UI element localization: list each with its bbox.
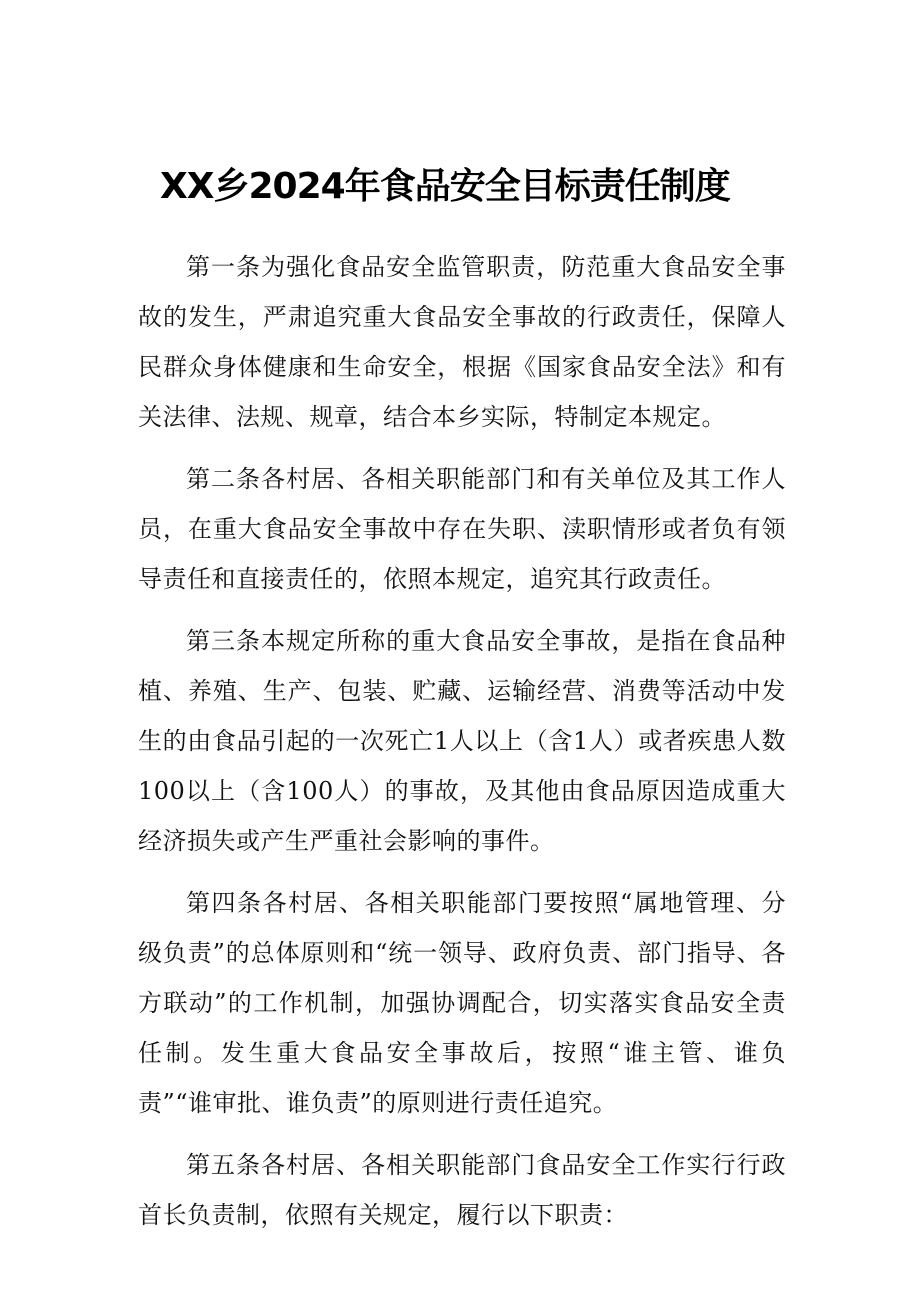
article-5-paragraph: 第五条各村居、各相关职能部门食品安全工作实行行政首长负责制，依照有关规定，履行以下职责： bbox=[138, 1151, 786, 1229]
document-body bbox=[138, 242, 786, 1240]
article-4-paragraph: 第四条各村居、各相关职能部门要按照“属地管理、分级负责”的总体原则和“统一领导、政府负责、部门指导、各方联动”的工作机制，加强协调配合，切实落实食品安全责任制。发生重大食品安全事故后，按照“谁主管、谁负责”“谁审批、谁负责”的原则进行责任追究。 bbox=[138, 889, 786, 1117]
article-1-paragraph: 第一条为强化食品安全监管职责，防范重大食品安全事故的发生，严肃追究重大食品安全事故的行政责任，保障人民群众身体健康和生命安全，根据《国家食品安全法》和有关法律、法规、规章，结合本乡实际，特制定本规定。 bbox=[138, 253, 786, 431]
article-2-paragraph: 第二条各村居、各相关职能部门和有关单位及其工作人员，在重大食品安全事故中存在失职、渎职情形或者负有领导责任和直接责任的，依照本规定，追究其行政责任。 bbox=[138, 465, 786, 593]
document-title: XX乡2024年食品安全目标责任制度 bbox=[160, 166, 730, 207]
article-3-paragraph: 第三条本规定所称的重大食品安全事故，是指在食品种植、养殖、生产、包装、贮藏、运输经营、消费等活动中发生的由食品引起的一次死亡1人以上（含1人）或者疾患人数100以上（含100人）的事故，及其他由食品原因造成重大经济损失或产生严重社会影响的事件。 bbox=[138, 627, 786, 855]
